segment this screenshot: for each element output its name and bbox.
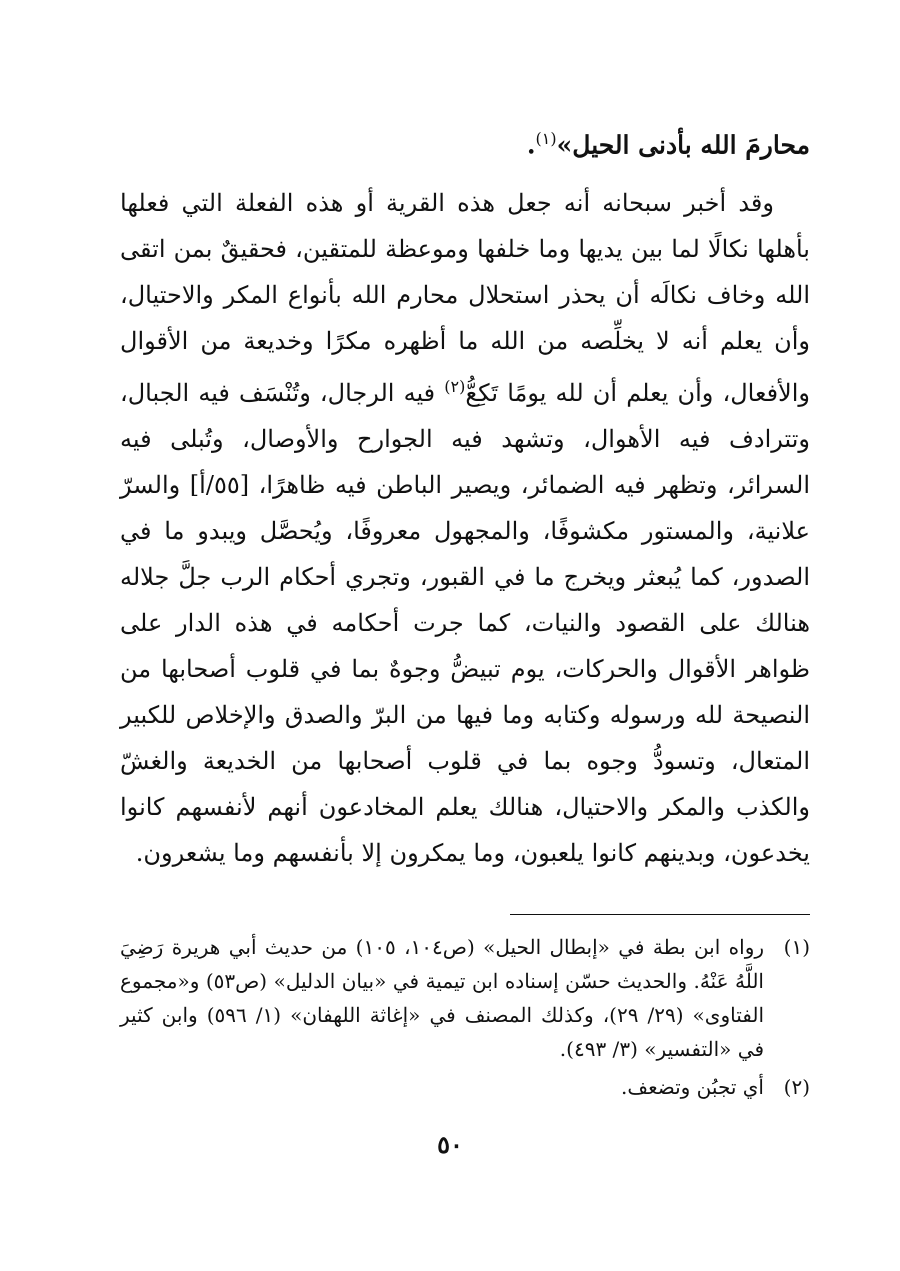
footnote-ref-1: (١)	[535, 129, 557, 148]
footnote-text: رواه ابن بطة في «إبطال الحيل» (ص١٠٤، ١٠٥) من حديث أبي هريرة رَضِيَ اللَّهُ عَنْهُ. والحديث حسّن إسناده ابن تيمية في «بيان الدليل» (ص٥٣) و«مجموع الفتاوى» (٢٩/ ٢٩)، وكذلك المصنف في «إغاثة اللهفان» (١/ ٥٩٦) وابن كثير في «التفسير» (٣/ ٤٩٣).	[120, 935, 765, 1061]
opening-line	[120, 110, 810, 174]
footnote-ref-2: (٢)	[444, 377, 466, 397]
main-text-block	[120, 110, 810, 876]
footnote-number: (١)	[783, 935, 810, 959]
footnotes-section	[120, 930, 810, 1108]
footnote-divider	[510, 914, 810, 915]
main-paragraph-part1: وقد أخبر سبحانه أنه جعل هذه القرية أو هذه الفعلة التي فعلها بأهلها نكالًا لما بين يديها وما خلفها وموعظة للمتقين، فحقيقٌ بمن اتقى الله وخاف نكالَه أن يحذر استحلال محارم الله بأنواع المكر والاحتيال، وأن يعلم أنه لا يخلِّصه من الله ما أظهره مكرًا وخديعة من الأقوال والأفعال، وأن يعلم أن لله يومًا تَكِعُّ	[120, 189, 810, 408]
main-paragraph-part2: فيه الرجال، وتُنْسَف فيه الجبال، وتترادف فيه الأهوال، وتشهد فيه الجوارح والأوصال، وتُبلى فيه السرائر، وتظهر فيه الضمائر، ويصير الباطن فيه ظاهرًا، [٥٥/أ] والسرّ علانية، والمستور مكشوفًا، والمجهول معروفًا، ويُحصَّل ويبدو ما في الصدور، كما يُبعثر ويخرج ما في القبور، وتجري أحكام الرب جلَّ جلاله هنالك على القصود والنيات، كما جرت أحكامه في هذه الدار على ظواهر الأقوال والحركات، يوم تبيضُّ وجوهٌ بما في قلوب أصحابها من النصيحة لله ورسوله وكتابه وما فيها من البرّ والصدق والإخلاص للكبير المتعال، وتسودُّ وجوه بما في قلوب أصحابها من الخديعة والغشّ والكذب والمكر والاحتيال، هنالك يعلم المخادعون أنهم لأنفسهم كانوا يخدعون، وبدينهم كانوا يلعبون، وما يمكرون إلا بأنفسهم وما يشعرون.	[120, 379, 811, 868]
footnote-number: (٢)	[783, 1075, 810, 1099]
opening-line-period: .	[526, 130, 536, 160]
page-number: ٥٠	[437, 1130, 463, 1159]
footnote-1	[120, 930, 810, 1066]
opening-line-text: محارمَ الله بأدنى الحيل»	[556, 130, 810, 160]
footnote-text: أي تجبُن وتضعف.	[621, 1075, 764, 1099]
footnote-2	[120, 1070, 810, 1104]
main-paragraph	[120, 180, 810, 876]
